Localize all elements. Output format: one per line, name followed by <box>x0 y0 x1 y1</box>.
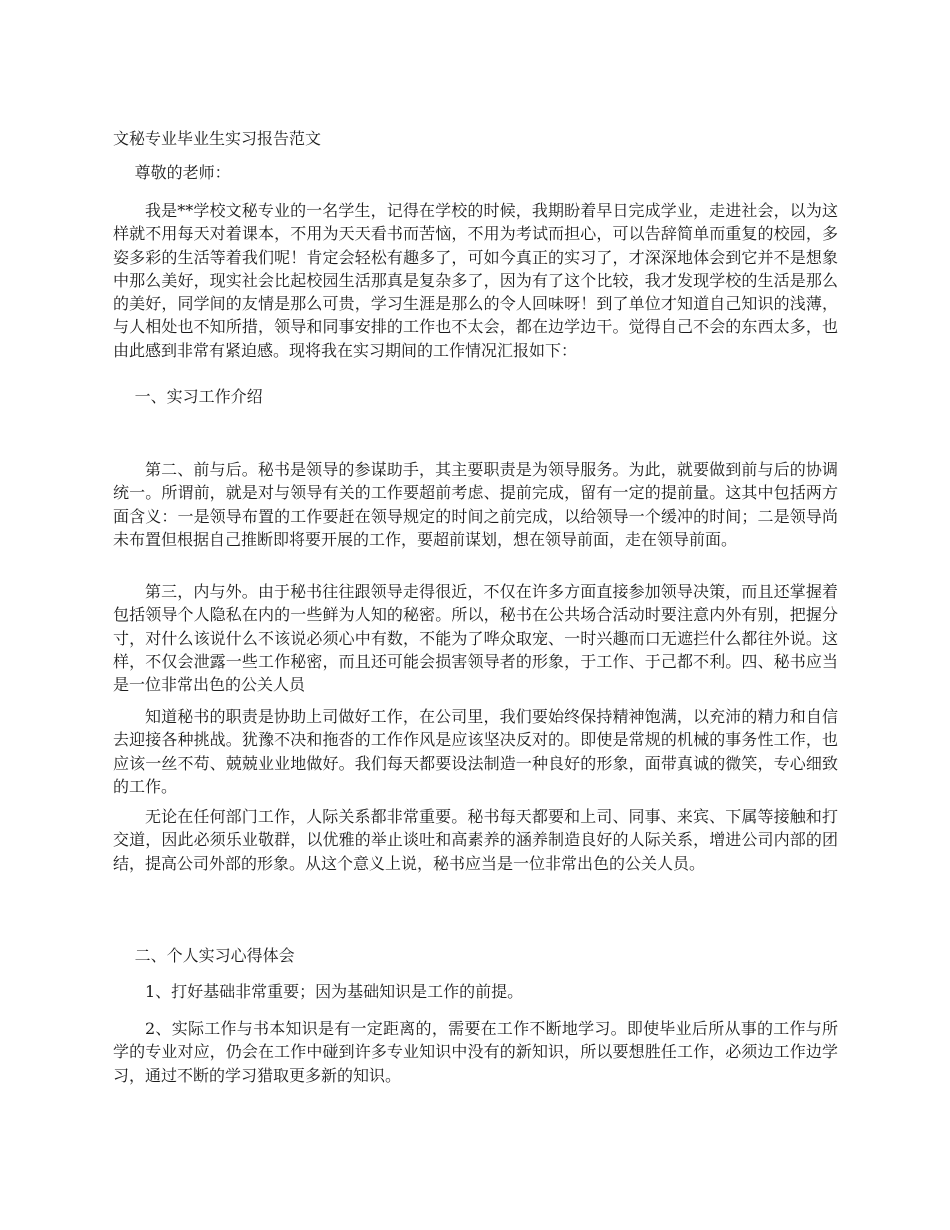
salutation: 尊敬的老师： <box>134 163 231 182</box>
paragraph-interpersonal-relations: 无论在任何部门工作，人际关系都非常重要。秘书每天都要和上司、同事、来宾、下属等接触和打交道，因此必须乐业敬群，以优雅的举止谈吐和高素养的涵养制造良好的人际关系，增进公司内部的团结，提高公司外部的形象。从这个意义上说，秘书应当是一位非常出色的公关人员。 <box>113 807 838 873</box>
section-heading-work-intro: 一、实习工作介绍 <box>134 387 263 406</box>
paragraph-secretary-duties: 知道秘书的职责是协助上司做好工作，在公司里，我们要始终保持精神饱满，以充沛的精力和自信去迎接各种挑战。犹豫不决和拖沓的工作作风是应该坚决反对的。即使是常规的机械的事务性工作，也应该一丝不苟、兢兢业业地做好。我们每天都要设法制造一种良好的形象，面带真诚的微笑，专心细致的工作。 <box>113 707 838 796</box>
intro-paragraph: 我是**学校文秘专业的一名学生，记得在学校的时候，我期盼着早日完成学业，走进社会，以为这样就不用每天对着课本，不用为天天看书而苦恼，不用为考试而担心，可以告辞简单而重复的校园，多姿多彩的生活等着我们呢！肯定会轻松有趣多了，可如今真正的实习了，才深深地体会到它并不是想象中那么美好，现实社会比起校园生活那真是复杂多了，因为有了这个比较，我才发现学校的生活是那么的美好，同学间的友情是那么可贵，学习生涯是那么的令人回味呀！到了单位才知道自己知识的浅薄，与人相处也不知所措，领导和同事安排的工作也不太会，都在边学边干。觉得自己不会的东西太多，也由此感到非常有紧迫感。现将我在实习期间的工作情况汇报如下： <box>113 201 838 360</box>
paragraph-inside-and-outside: 第三，内与外。由于秘书往往跟领导走得很近，不仅在许多方面直接参加领导决策，而且还掌握着包括领导个人隐私在内的一些鲜为人知的秘密。所以，秘书在公共场合活动时要注意内外有别，把握分寸，对什么该说什么不该说必须心中有数，不能为了哗众取宠、一时兴趣而口无遮拦什么都往外说。这样，不仅会泄露一些工作秘密，而且还可能会损害领导者的形象，于工作、于己都不利。四、秘书应当是一位非常出色的公关人员 <box>113 582 838 695</box>
section-heading-experience: 二、个人实习心得体会 <box>134 946 295 965</box>
document-title: 文秘专业毕业生实习报告范文 <box>113 129 322 148</box>
paragraph-experience-2: 2、实际工作与书本知识是有一定距离的，需要在工作不断地学习。即使毕业后所从事的工作与所学的专业对应，仍会在工作中碰到许多专业知识中没有的新知识，所以要想胜任工作，必须边工作边学习，通过不断的学习猎取更多新的知识。 <box>113 1019 838 1085</box>
paragraph-front-and-back: 第二、前与后。秘书是领导的参谋助手，其主要职责是为领导服务。为此，就要做到前与后的协调统一。所谓前，就是对与领导有关的工作要超前考虑、提前完成，留有一定的提前量。这其中包括两方面含义：一是领导布置的工作要赶在领导规定的时间之前完成，以给领导一个缓冲的时间；二是领导尚未布置但根据自己推断即将要开展的工作，要超前谋划，想在领导前面，走在领导前面。 <box>113 460 838 549</box>
paragraph-experience-1: 1、打好基础非常重要；因为基础知识是工作的前提。 <box>145 982 524 1001</box>
